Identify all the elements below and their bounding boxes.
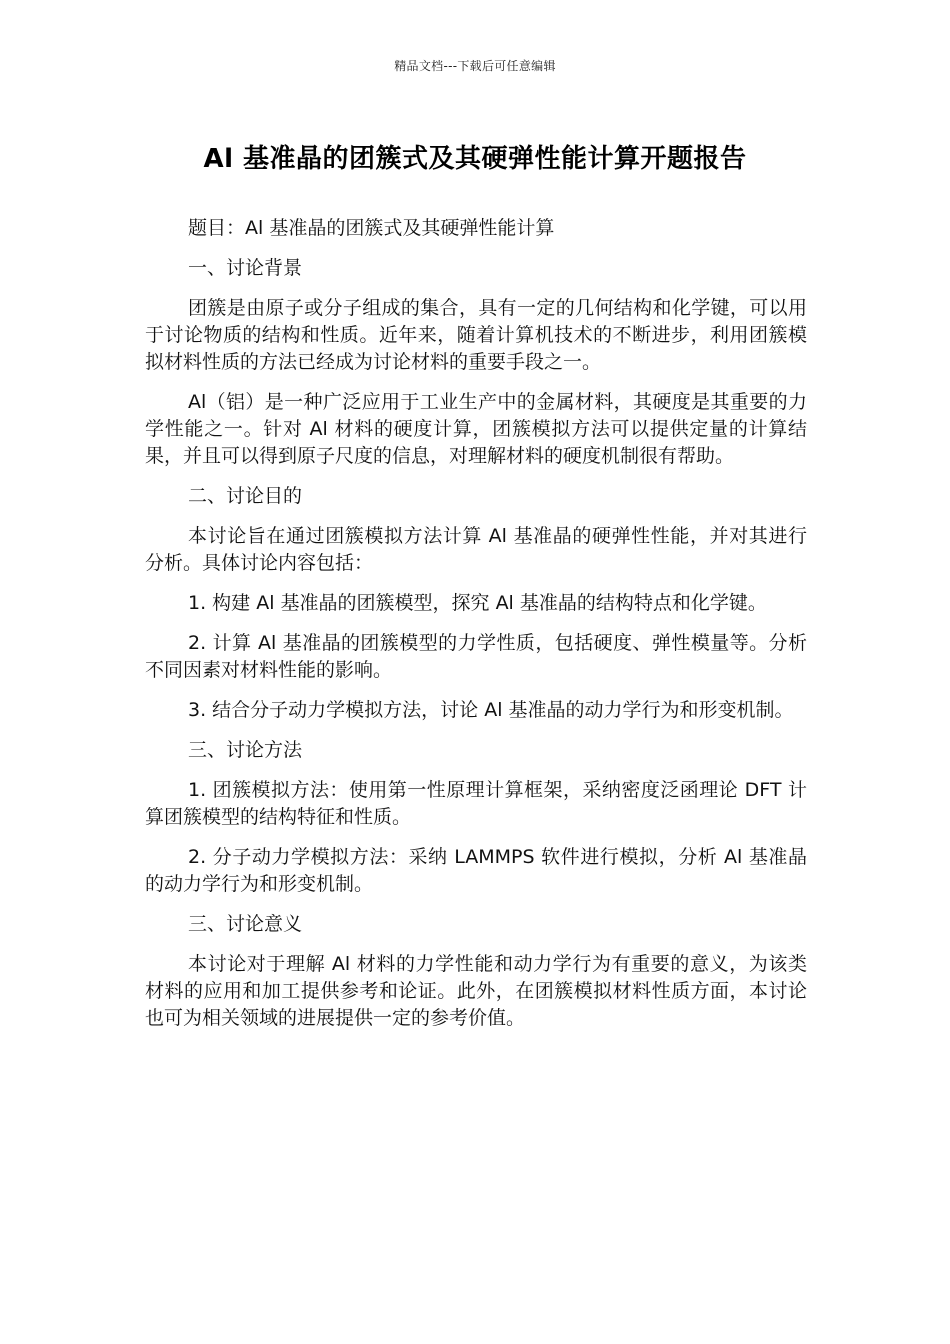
- paragraph-al-material: Al（铝）是一种广泛应用于工业生产中的金属材料，其硬度是其重要的力学性能之一。针对 Al 材料的硬度计算，团簇模拟方法可以提供定量的计算结果，并且可以得到原子尺度的信息，对理解材料的硬度机制很有帮助。: [145, 391, 807, 467]
- section-heading-purpose: 二、讨论目的: [188, 485, 303, 507]
- list-item-purpose-2: 2. 计算 Al 基准晶的团簇模型的力学性质，包括硬度、弹性模量等。分析不同因素对材料性能的影响。: [145, 632, 807, 681]
- paragraph-purpose: 本讨论旨在通过团簇模拟方法计算 Al 基准晶的硬弹性性能，并对其进行分析。具体讨论内容包括：: [145, 525, 807, 574]
- list-item-method-2: 2. 分子动力学模拟方法：采纳 LAMMPS 软件进行模拟，分析 Al 基准晶的动力学行为和形变机制。: [145, 846, 807, 895]
- document-title: Al 基准晶的团簇式及其硬弹性能计算开题报告: [203, 144, 747, 174]
- section-heading-significance: 三、讨论意义: [188, 913, 303, 935]
- list-item-purpose-1: 1. 构建 Al 基准晶的团簇模型，探究 Al 基准晶的结构特点和化学键。: [188, 592, 767, 614]
- document-body: [145, 215, 807, 1045]
- topic-line: 题目：Al 基准晶的团簇式及其硬弹性能计算: [188, 217, 555, 239]
- paragraph-significance: 本讨论对于理解 Al 材料的力学性能和动力学行为有重要的意义，为该类材料的应用和加工提供参考和论证。此外，在团簇模拟材料性质方面，本讨论也可为相关领域的进展提供一定的参考价值。: [145, 953, 807, 1029]
- paragraph-cluster-definition: 团簇是由原子或分子组成的集合，具有一定的几何结构和化学键，可以用于讨论物质的结构和性质。近年来，随着计算机技术的不断进步，利用团簇模拟材料性质的方法已经成为讨论材料的重要手段之一。: [145, 297, 807, 373]
- list-item-method-1: 1. 团簇模拟方法：使用第一性原理计算框架，采纳密度泛函理论 DFT 计算团簇模型的结构特征和性质。: [145, 779, 807, 828]
- list-item-purpose-3: 3. 结合分子动力学模拟方法，讨论 Al 基准晶的动力学行为和形变机制。: [188, 699, 794, 721]
- header-note: 精品文档---下载后可任意编辑: [394, 59, 556, 73]
- section-heading-method: 三、讨论方法: [188, 739, 303, 761]
- section-heading-background: 一、讨论背景: [188, 257, 303, 279]
